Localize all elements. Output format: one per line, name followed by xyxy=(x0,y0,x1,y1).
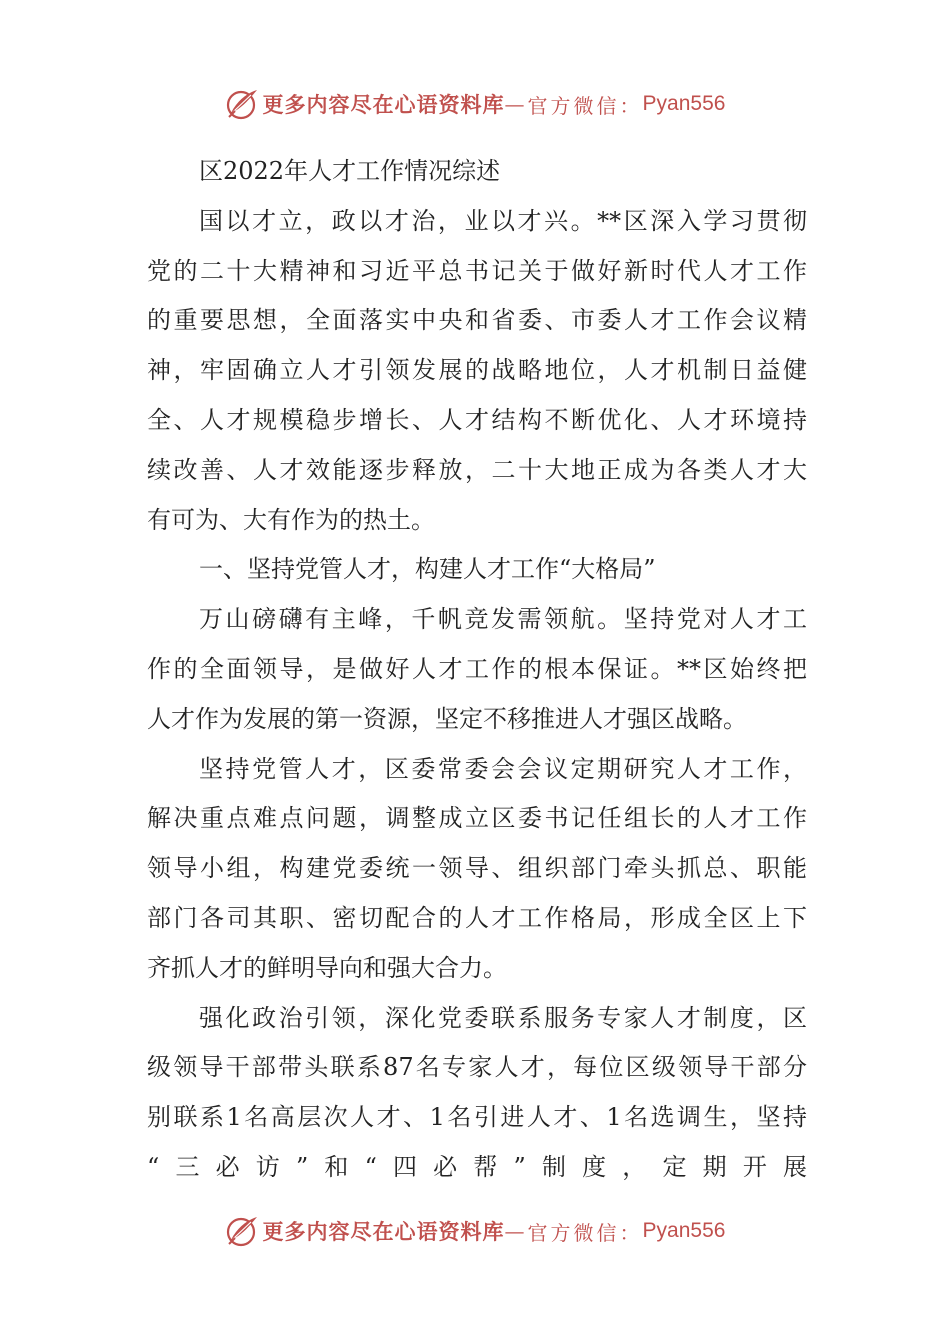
text-line: 续改善、人才效能逐步释放，二十大地正成为各类人才大 xyxy=(147,455,807,484)
text-line: 领导小组，构建党委统一领导、组织部门牵头抓总、职能 xyxy=(147,854,807,883)
text-line: 强化政治引领，深化党委联系服务专家人才制度，区 xyxy=(199,1003,807,1032)
text-line: “三必访”和“四必帮”制度，定期开展 xyxy=(147,1152,807,1181)
banner-wechat-label: 官方微信： xyxy=(527,93,643,118)
banner-wechat-id: Pyan556 xyxy=(642,1219,726,1242)
header-banner xyxy=(0,84,950,124)
banner-slogan: 更多内容尽在心语资料库 xyxy=(262,92,505,117)
text-line: 坚持党管人才，区委常委会会议定期研究人才工作， xyxy=(199,754,807,783)
document-title: 区2022年人才工作情况综述 xyxy=(199,157,501,185)
text-line: 级领导干部带头联系87名专家人才，每位区级领导干部分 xyxy=(147,1053,807,1082)
text-line: 别联系1名高层次人才、1名引进人才、1名选调生，坚持 xyxy=(147,1103,807,1132)
text-line: 人才作为发展的第一资源，坚定不移推进人才强区战略。 xyxy=(147,704,747,733)
footer-banner xyxy=(0,1211,950,1251)
text-line: 神，牢固确立人才引领发展的战略地位，人才机制日益健 xyxy=(147,356,807,385)
text-line: 万山磅礴有主峰，千帆竞发需领航。坚持党对人才工 xyxy=(199,605,807,634)
text-line: 的重要思想，全面落实中央和省委、市委人才工作会议精 xyxy=(147,306,807,335)
section-heading: 一、坚持党管人才，构建人才工作“大格局” xyxy=(199,555,656,584)
text-line: 作的全面领导，是做好人才工作的根本保证。**区始终把 xyxy=(147,654,807,683)
text-line: 党的二十大精神和习近平总书记关于做好新时代人才工作 xyxy=(147,256,807,285)
document-body xyxy=(147,147,807,1193)
banner-wechat-id: Pyan556 xyxy=(642,92,726,115)
quill-pen-logo-icon xyxy=(225,1214,259,1248)
quill-pen-logo-icon xyxy=(225,87,259,121)
banner-dash: — xyxy=(504,92,528,116)
text-line: 部门各司其职、密切配合的人才工作格局，形成全区上下 xyxy=(147,903,807,932)
banner-wechat-label: 官方微信： xyxy=(527,1220,643,1245)
banner-slogan: 更多内容尽在心语资料库 xyxy=(262,1219,505,1244)
text-line: 全、人才规模稳步增长、人才结构不断优化、人才环境持 xyxy=(147,405,807,434)
text-line: 国以才立，政以才治，业以才兴。**区深入学习贯彻 xyxy=(199,206,807,235)
text-line: 有可为、大有作为的热土。 xyxy=(147,505,435,534)
text-line: 齐抓人才的鲜明导向和强大合力。 xyxy=(147,953,507,982)
text-line: 解决重点难点问题，调整成立区委书记任组长的人才工作 xyxy=(147,804,807,833)
banner-dash: — xyxy=(504,1219,528,1243)
